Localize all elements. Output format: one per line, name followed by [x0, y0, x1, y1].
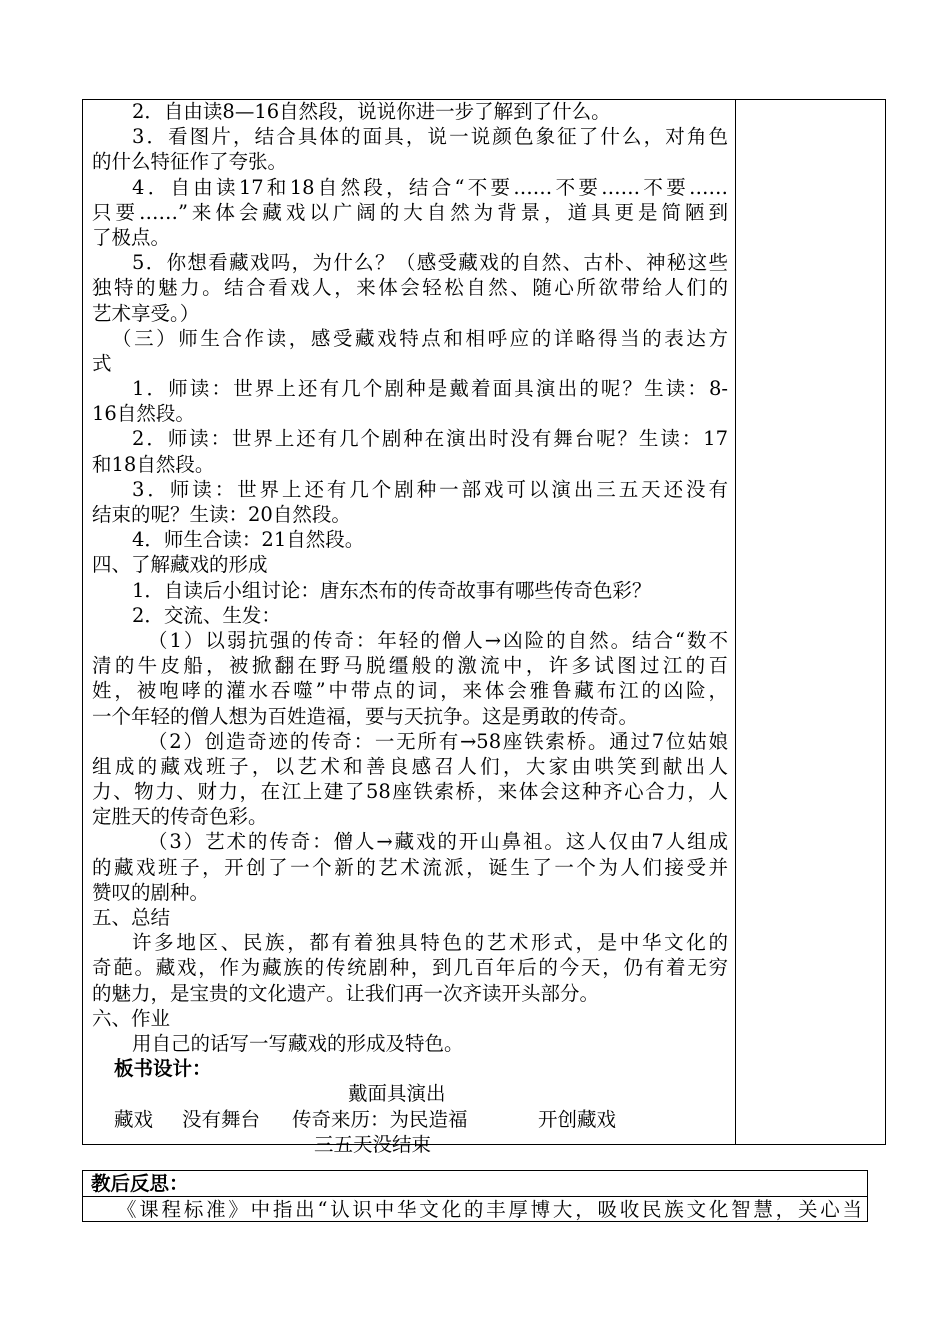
text-line: 四、了解藏戏的形成 — [92, 553, 268, 577]
text-line: 的魅力，是宝贵的文化遗产。让我们再一次齐读开头部分。 — [92, 981, 600, 1005]
reflection-title: 教后反思： — [91, 1172, 189, 1195]
board-item-no-stage: 没有舞台 — [182, 1107, 261, 1131]
board-item-zangxi: 藏戏 — [114, 1107, 154, 1131]
text-line: 2．师读：世界上还有几个剧种在演出时没有舞台呢？生读：17 — [132, 427, 728, 451]
text-line: 独特的魅力。结合看戏人，来体会轻松自然、随心所欲带给人们的 — [92, 276, 728, 300]
text-line: 4．师生合读：21自然段。 — [132, 528, 365, 552]
text-line: 4．自由读17和18自然段，结合“不要……不要……不要…… — [132, 175, 728, 199]
text-line: 五、总结 — [92, 906, 171, 929]
notes-column-divider — [735, 99, 736, 1145]
text-line: 16自然段。 — [92, 402, 195, 426]
text-line: 奇葩。藏戏，作为藏族的传统剧种，到几百年后的今天，仍有着无穷 — [92, 956, 728, 980]
text-line: 2．交流、生发： — [132, 603, 281, 627]
text-line: 式 — [92, 351, 112, 375]
text-line: 姓，被咆哮的灌水吞噬”中带点的词，来体会雅鲁藏布江的凶险， — [92, 679, 728, 703]
text-line: 一个年轻的僧人想为百姓造福，要与天抗争。这是勇敢的传奇。 — [92, 704, 639, 728]
text-line: 清的牛皮船，被掀翻在野马脱缰般的激流中，许多试图过江的百 — [92, 654, 728, 678]
text-line: 六、作业 — [92, 1006, 171, 1030]
board-row-2 — [92, 1107, 728, 1132]
text-line: 力、物力、财力，在江上建了58座铁索桥，来体会这种齐心合力，人 — [92, 780, 728, 804]
text-line: 许多地区、民族，都有着独具特色的艺术形式，是中华文化的 — [132, 931, 728, 955]
text-line: （3）艺术的传奇：僧人→藏戏的开山鼻祖。这人仅由7人组成 — [148, 830, 728, 854]
text-line: 5．你想看藏戏吗，为什么？（感受藏戏的自然、古朴、神秘这些 — [132, 251, 728, 275]
reflection-text: 《课程标准》中指出“认识中华文化的丰厚博大，吸收民族文化智慧，关心当 — [117, 1198, 862, 1221]
text-line: 组成的藏戏班子，以艺术和善良感召人们，大家由哄笑到献出人 — [92, 754, 728, 778]
text-line: 的藏戏班子，开创了一个新的艺术流派，诞生了一个为人们接受并 — [92, 855, 728, 879]
text-line: （1）以弱抗强的传奇：年轻的僧人→凶险的自然。结合“数不 — [148, 628, 728, 652]
board-row-1 — [92, 1081, 728, 1106]
text-line: 的什么特征作了夸张。 — [92, 150, 288, 174]
text-line: 只要……”来体会藏戏以广阔的大自然为背景，道具更是简陋到 — [92, 200, 728, 224]
text-line: 2．自由读8—16自然段，说说你进一步了解到了什么。 — [132, 100, 611, 123]
lesson-content — [92, 99, 728, 1157]
board-item-duration: 三五天没结束 — [314, 1132, 432, 1156]
text-line: 3．看图片，结合具体的面具，说一说颜色象征了什么，对角色 — [132, 125, 728, 149]
text-line: 3．师读：世界上还有几个剧种一部戏可以演出三五天还没有 — [132, 477, 728, 501]
text-line: 赞叹的剧种。 — [92, 880, 210, 904]
board-item-origin: 传奇来历：为民造福 — [292, 1107, 468, 1131]
text-line: 定胜天的传奇色彩。 — [92, 805, 268, 829]
board-item-mask: 戴面具演出 — [348, 1082, 446, 1106]
text-line: 1．师读：世界上还有几个剧种是戴着面具演出的呢？生读：8- — [132, 377, 728, 401]
board-title: 板书设计： — [114, 1057, 212, 1081]
text-line: 结束的呢？生读：20自然段。 — [92, 503, 351, 526]
board-item-founding: 开创藏戏 — [538, 1107, 617, 1131]
text-line: （2）创造奇迹的传奇：一无所有→58座铁索桥。通过7位姑娘 — [148, 729, 728, 753]
text-line: 1．自读后小组讨论：唐东杰布的传奇故事有哪些传奇色彩？ — [132, 578, 652, 602]
text-line: （三）师生合作读，感受藏戏特点和相呼应的详略得当的表达方 — [112, 326, 728, 350]
text-line: 用自己的话写一写藏戏的形成及特色。 — [132, 1031, 464, 1055]
text-line: 和18自然段。 — [92, 452, 215, 476]
text-line: 艺术享受。） — [92, 301, 200, 325]
text-line: 了极点。 — [92, 225, 171, 249]
board-row-3 — [92, 1132, 728, 1157]
